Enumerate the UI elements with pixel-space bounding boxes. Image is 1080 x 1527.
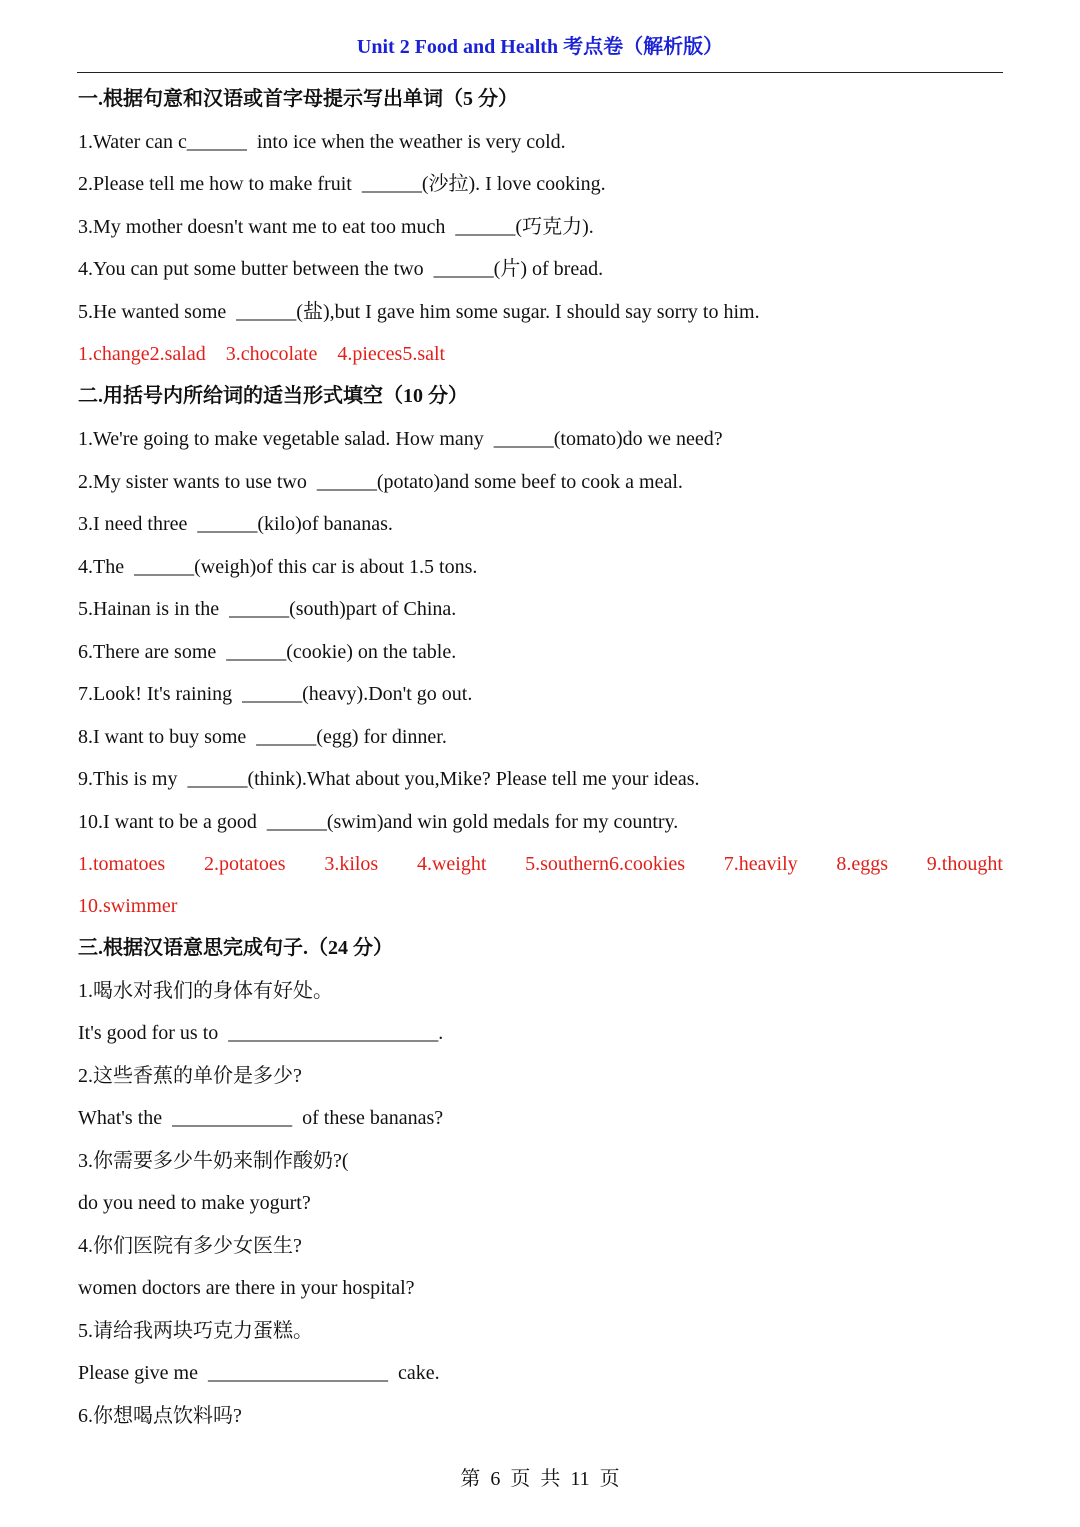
section3-line-1-en: It's good for us to _____________________. (78, 1022, 444, 1044)
section2-answer: 1.tomatoes (78, 853, 166, 875)
section3-line-3-cn: 3.你需要多少牛奶来制作酸奶?( (78, 1150, 349, 1172)
section3-line-6-cn: 6.你想喝点饮料吗? (78, 1405, 242, 1427)
section1-question-4: 4.You can put some butter between the two ______(片) of bread. (78, 258, 604, 280)
section2-answer: 2.potatoes (203, 853, 286, 875)
section2-question-4: 4.The ______(weigh)of this car is about 1.5 tons. (78, 556, 478, 578)
section2-answer-last: 10.swimmer (78, 895, 178, 917)
section1-question-5: 5.He wanted some ______(盐),but I gave him some sugar. I should say sorry to him. (78, 301, 760, 323)
section1-heading: 一.根据句意和汉语或首字母提示写出单词（5 分） (78, 88, 518, 110)
section2-answer: 3.kilos (324, 853, 379, 875)
section1-question-3: 3.My mother doesn't want me to eat too much ______(巧克力). (78, 216, 594, 238)
section2-question-5: 5.Hainan is in the ______(south)part of China. (78, 598, 457, 620)
section3-line-4-cn: 4.你们医院有多少女医生? (78, 1235, 302, 1257)
section2-question-1: 1.We're going to make vegetable salad. How many ______(tomato)do we need? (78, 428, 723, 450)
section2-answer: 4.weight (416, 853, 487, 875)
section2-question-10: 10.I want to be a good ______(swim)and win gold medals for my country. (78, 811, 679, 833)
section2-question-9: 9.This is my ______(think).What about you,Mike? Please tell me your ideas. (78, 768, 700, 790)
section3-line-2-cn: 2.这些香蕉的单价是多少? (78, 1065, 302, 1087)
section2-question-7: 7.Look! It's raining ______(heavy).Don't go out. (78, 683, 473, 705)
section2-answer: 7.heavily (723, 853, 798, 875)
page-number: 第 6 页 共 11 页 (460, 1468, 620, 1490)
section3-line-5-cn: 5.请给我两块巧克力蛋糕。 (78, 1320, 313, 1342)
section3-line-4-en: women doctors are there in your hospital? (78, 1277, 415, 1299)
section2-answer: 5.southern6.cookies (525, 853, 686, 875)
section1-question-1: 1.Water can c______ into ice when the weather is very cold. (78, 131, 566, 153)
section2-question-8: 8.I want to buy some ______(egg) for dinner. (78, 726, 447, 748)
section2-answer: 8.eggs (836, 853, 889, 875)
section3-line-1-cn: 1.喝水对我们的身体有好处。 (78, 980, 333, 1002)
section3-heading: 三.根据汉语意思完成句子.（24 分） (78, 937, 393, 959)
section1-question-2: 2.Please tell me how to make fruit ______(沙拉). I love cooking. (78, 173, 606, 195)
section3-line-5-en: Please give me __________________ cake. (78, 1362, 440, 1384)
section3-line-3-en: do you need to make yogurt? (78, 1192, 311, 1214)
header-divider (77, 72, 1003, 73)
section3-line-2-en: What's the ____________ of these bananas? (78, 1107, 444, 1129)
section1-answers: 1.change2.salad 3.chocolate 4.pieces5.salt (78, 343, 446, 365)
document-title: Unit 2 Food and Health 考点卷（解析版） (356, 36, 724, 58)
section2-heading: 二.用括号内所给词的适当形式填空（10 分） (78, 385, 468, 407)
section2-question-6: 6.There are some ______(cookie) on the table. (78, 641, 457, 663)
section2-answer: 9.thought (926, 853, 1003, 875)
section2-answers (78, 852, 1003, 876)
section2-question-3: 3.I need three ______(kilo)of bananas. (78, 513, 393, 535)
section2-question-2: 2.My sister wants to use two ______(potato)and some beef to cook a meal. (78, 471, 683, 493)
